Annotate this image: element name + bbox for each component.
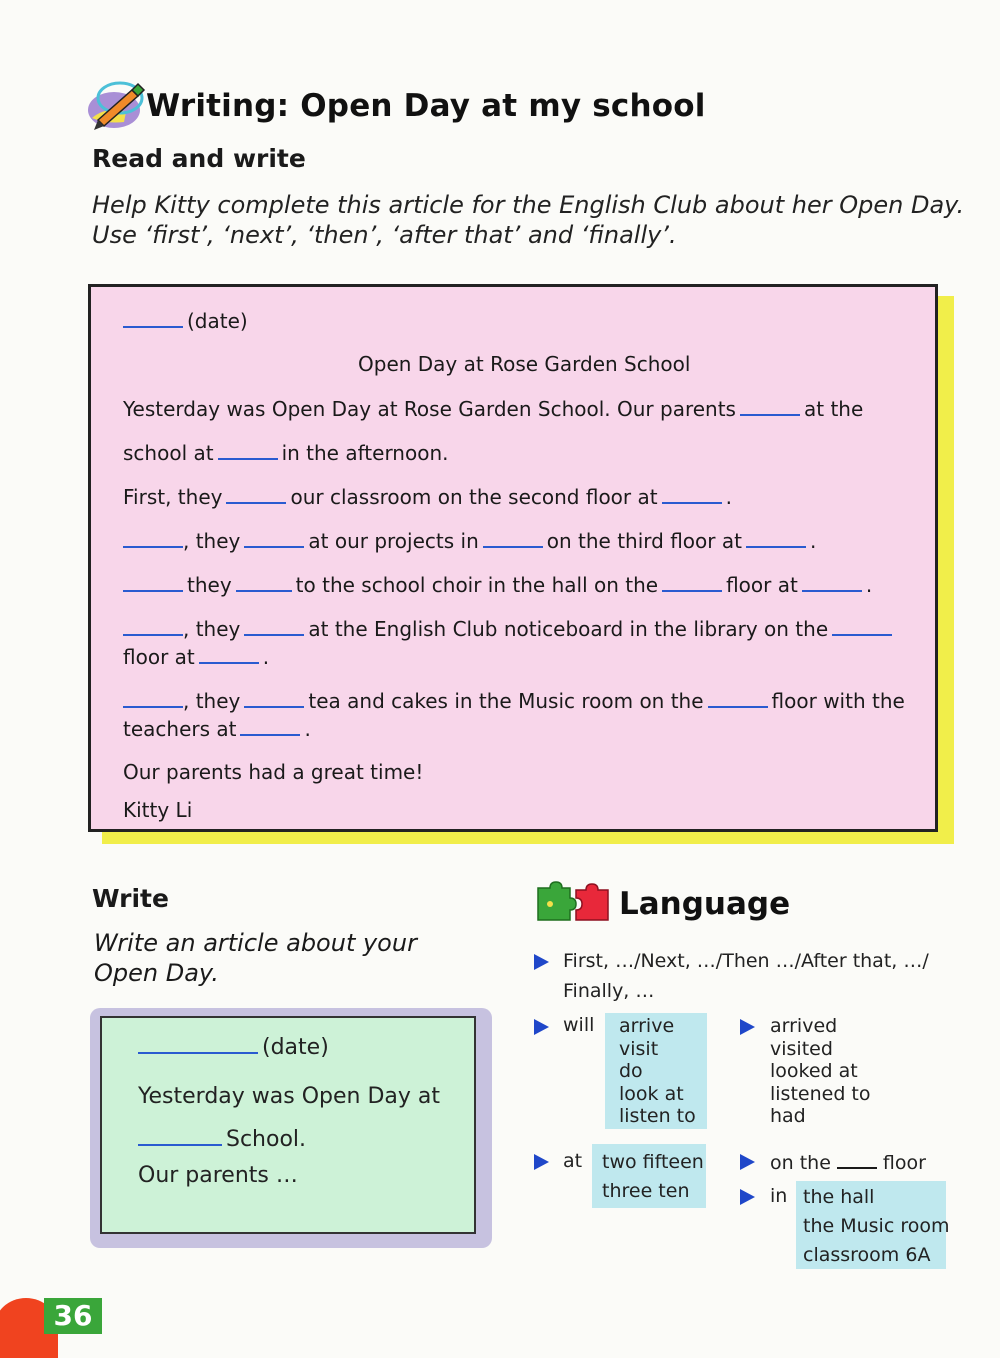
blank[interactable] bbox=[740, 396, 800, 416]
section-write: Write bbox=[92, 884, 169, 913]
bullet-arrow-icon bbox=[740, 1154, 755, 1170]
article-line-6 bbox=[123, 616, 896, 641]
write-date-line bbox=[138, 1032, 329, 1060]
text: . bbox=[865, 573, 873, 597]
list-item: two fifteen bbox=[602, 1151, 704, 1173]
text: School. bbox=[226, 1126, 307, 1152]
blank[interactable] bbox=[244, 688, 304, 708]
text: at our projects in bbox=[308, 529, 479, 553]
blank[interactable] bbox=[199, 644, 259, 664]
article-date-line bbox=[123, 308, 248, 333]
past-verbs-list bbox=[770, 1015, 871, 1128]
list-item: looked at bbox=[770, 1060, 858, 1082]
text: our classroom on the second floor at bbox=[290, 485, 658, 509]
article-line-3 bbox=[123, 484, 732, 509]
text: , they bbox=[183, 617, 241, 641]
article-closing: Our parents had a great time! bbox=[123, 760, 424, 784]
list-item: visit bbox=[619, 1037, 659, 1060]
blank[interactable] bbox=[662, 572, 722, 592]
text: floor with the bbox=[771, 689, 905, 713]
write-instruction-line-2: Open Day. bbox=[94, 959, 219, 987]
text: on the bbox=[770, 1152, 831, 1175]
text: floor bbox=[882, 1152, 926, 1175]
blank[interactable] bbox=[244, 528, 304, 548]
text: at the English Club noticeboard in the library on the bbox=[308, 617, 829, 641]
text: First, they bbox=[123, 485, 223, 509]
text: , they bbox=[183, 529, 241, 553]
times-list bbox=[602, 1148, 704, 1206]
blank[interactable] bbox=[244, 616, 304, 636]
places-list bbox=[803, 1183, 949, 1270]
list-item: listened to bbox=[770, 1082, 871, 1105]
blank[interactable] bbox=[123, 688, 183, 708]
list-item: the hall bbox=[803, 1186, 875, 1208]
at-label: at bbox=[563, 1150, 583, 1172]
sequence-line-2: Finally, … bbox=[563, 980, 655, 1002]
write-instructions bbox=[94, 928, 424, 988]
list-item: listen to bbox=[619, 1105, 696, 1127]
list-item: visited bbox=[770, 1037, 833, 1060]
instruction-line-1: Help Kitty complete this article for the English Club about her Open Day. bbox=[92, 191, 965, 219]
blank[interactable] bbox=[123, 308, 183, 328]
write-instruction-line-1: Write an article about your bbox=[94, 929, 417, 957]
list-item: the Music room bbox=[803, 1215, 950, 1237]
blank[interactable] bbox=[837, 1150, 877, 1169]
bullet-arrow-icon bbox=[534, 1154, 549, 1170]
page-number: 36 bbox=[44, 1298, 102, 1334]
page-title: Writing: Open Day at my school bbox=[146, 88, 706, 124]
instructions bbox=[92, 190, 964, 250]
text: to the school choir in the hall on the bbox=[295, 573, 659, 597]
blank[interactable] bbox=[240, 716, 300, 736]
article-line-8 bbox=[123, 688, 905, 713]
date-label: (date) bbox=[187, 309, 248, 333]
article-line-4 bbox=[123, 528, 816, 553]
article-line-7 bbox=[123, 644, 269, 669]
text: Yesterday was Open Day at Rose Garden School. Our parents bbox=[123, 397, 736, 421]
on-the-floor-line bbox=[770, 1150, 926, 1174]
write-line-3: Our parents … bbox=[138, 1163, 298, 1188]
text: tea and cakes in the Music room on the bbox=[308, 689, 704, 713]
blank[interactable] bbox=[662, 484, 722, 504]
list-item: three ten bbox=[602, 1180, 690, 1202]
sequence-line-1: First, …/Next, …/Then …/After that, …/ bbox=[563, 950, 929, 972]
text: in the afternoon. bbox=[281, 441, 449, 465]
instruction-line-2: Use ‘first’, ‘next’, ‘then’, ‘after that’ and ‘finally’. bbox=[92, 221, 677, 249]
blank[interactable] bbox=[138, 1032, 258, 1054]
text: at the bbox=[803, 397, 864, 421]
blank[interactable] bbox=[483, 528, 543, 548]
blank[interactable] bbox=[802, 572, 862, 592]
text: . bbox=[809, 529, 817, 553]
article-line-1 bbox=[123, 396, 863, 421]
will-label: will bbox=[563, 1014, 595, 1036]
write-line-2 bbox=[138, 1124, 306, 1152]
text: , they bbox=[183, 689, 241, 713]
puzzle-icon bbox=[536, 880, 612, 924]
blank[interactable] bbox=[218, 440, 278, 460]
text: school at bbox=[123, 441, 214, 465]
article-line-5 bbox=[123, 572, 872, 597]
section-read-and-write: Read and write bbox=[92, 144, 306, 173]
blank[interactable] bbox=[226, 484, 286, 504]
blank[interactable] bbox=[236, 572, 292, 592]
in-label: in bbox=[770, 1185, 788, 1207]
article-line-9 bbox=[123, 716, 311, 741]
blank[interactable] bbox=[746, 528, 806, 548]
list-item: had bbox=[770, 1105, 806, 1127]
blank[interactable] bbox=[138, 1124, 222, 1146]
blank[interactable] bbox=[708, 688, 768, 708]
section-language: Language bbox=[619, 886, 791, 922]
blank[interactable] bbox=[832, 616, 892, 636]
will-verbs-list bbox=[619, 1015, 696, 1128]
list-item: arrive bbox=[619, 1015, 675, 1037]
bullet-arrow-icon bbox=[534, 1019, 549, 1035]
text: . bbox=[304, 717, 311, 741]
article-signature: Kitty Li bbox=[123, 798, 193, 822]
text: they bbox=[187, 573, 232, 597]
list-item: look at bbox=[619, 1082, 684, 1105]
date-label: (date) bbox=[262, 1034, 329, 1060]
text: . bbox=[262, 645, 270, 669]
pencil-writing-icon bbox=[86, 78, 146, 136]
list-item: do bbox=[619, 1060, 643, 1082]
blank[interactable] bbox=[123, 528, 183, 548]
text: . bbox=[725, 485, 732, 509]
article-title: Open Day at Rose Garden School bbox=[358, 352, 691, 376]
blank[interactable] bbox=[123, 616, 183, 636]
list-item: classroom 6A bbox=[803, 1244, 931, 1266]
blank[interactable] bbox=[123, 572, 183, 592]
article-line-2 bbox=[123, 440, 449, 465]
list-item: arrived bbox=[770, 1015, 838, 1037]
bullet-arrow-icon bbox=[740, 1019, 755, 1035]
text: on the third floor at bbox=[546, 529, 742, 553]
write-line-1: Yesterday was Open Day at bbox=[138, 1084, 441, 1109]
bullet-arrow-icon bbox=[740, 1189, 755, 1205]
text: floor at bbox=[123, 645, 195, 669]
bullet-arrow-icon bbox=[534, 954, 549, 970]
text: teachers at bbox=[123, 717, 237, 741]
text: floor at bbox=[726, 573, 798, 597]
